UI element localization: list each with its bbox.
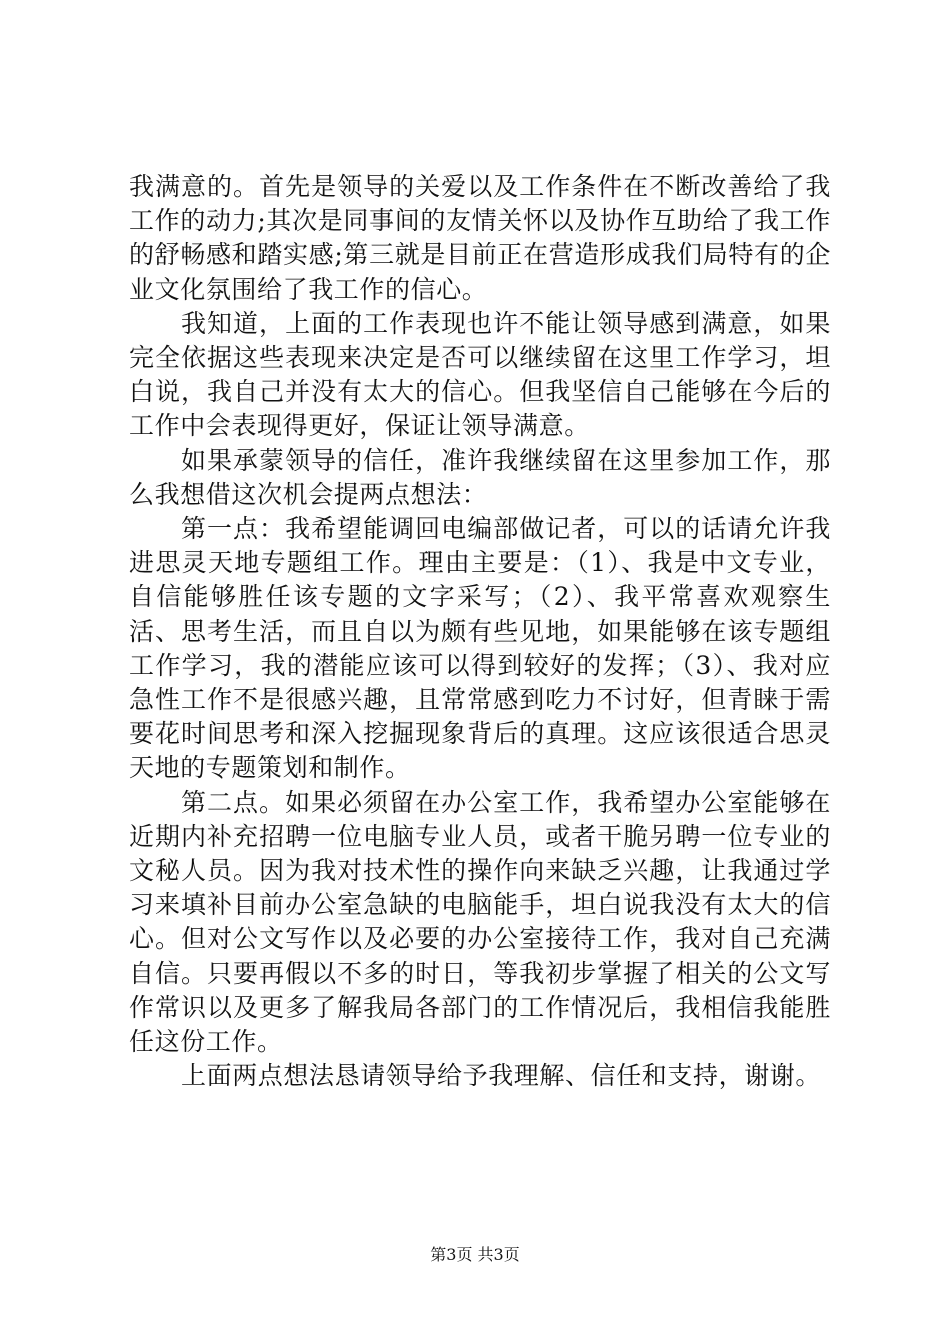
- paragraph-point-one: 第一点：我希望能调回电编部做记者，可以的话请允许我进思灵天地专题组工作。理由主要是：（1）、我是中文专业，自信能够胜任该专题的文字采写；（2）、我平常喜欢观察生活、思考生活，而且自以为颇有些见地，如果能够在该专题组工作学习，我的潜能应该可以得到较好的发挥；（3）、我对应急性工作不是很感兴趣，且常常感到吃力不讨好，但青睐于需要花时间思考和深入挖掘现象背后的真理。这应该很适合思灵天地的专题策划和制作。: [129, 514, 831, 783]
- paragraph-continuation: 我满意的。首先是领导的关爱以及工作条件在不断改善给了我工作的动力;其次是同事间的友情关怀以及协作互助给了我工作的舒畅感和踏实感;第三就是目前正在营造形成我们局特有的企业文化氛围给了我工作的信心。: [129, 172, 831, 304]
- document-body: [129, 170, 831, 1093]
- paragraph-proposal-intro: 如果承蒙领导的信任，准许我继续留在这里参加工作，那么我想借这次机会提两点想法：: [129, 445, 831, 509]
- page-number-footer: 第3页 共3页: [430, 1245, 520, 1264]
- paragraph-closing: 上面两点想法恳请领导给予我理解、信任和支持，谢谢。: [181, 1061, 822, 1091]
- paragraph-point-two: 第二点。如果必须留在办公室工作，我希望办公室能够在近期内补充招聘一位电脑专业人员，或者干脆另聘一位专业的文秘人员。因为我对技术性的操作向来缺乏兴趣，让我通过学习来填补目前办公室急缺的电脑能手，坦白说我没有太大的信心。但对公文写作以及必要的办公室接待工作，我对自己充满自信。只要再假以不多的时日，等我初步掌握了相关的公文写作常识以及更多了解我局各部门的工作情况后，我相信我能胜任这份工作。: [129, 787, 831, 1057]
- paragraph-performance: 我知道，上面的工作表现也许不能让领导感到满意，如果完全依据这些表现来决定是否可以继续留在这里工作学习，坦白说，我自己并没有太大的信心。但我坚信自己能够在今后的工作中会表现得更好，保证让领导满意。: [129, 308, 831, 441]
